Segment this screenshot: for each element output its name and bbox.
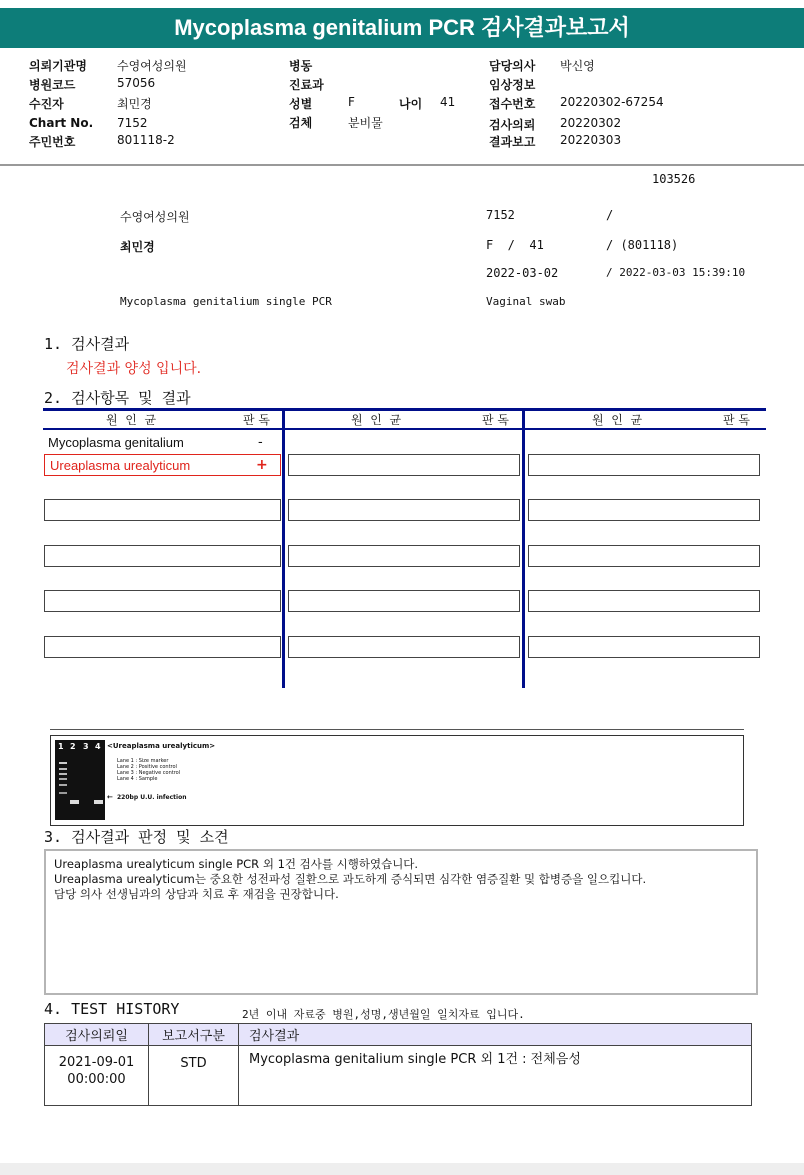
- header-label: 병원코드: [29, 78, 76, 92]
- header-value: 수영여성의원: [117, 59, 187, 73]
- marker-band: [59, 792, 67, 794]
- history-note: 2년 이내 자료중 병원,성명,생년월일 일치자료 입니다.: [242, 1008, 525, 1021]
- gel-legend: [117, 758, 180, 782]
- section-4-title: 4. TEST HISTORY: [44, 1000, 180, 1018]
- column-divider: [522, 408, 525, 688]
- gel-electrophoresis-figure: [50, 735, 744, 826]
- gel-top-rule: [50, 729, 744, 730]
- result-cell: [288, 636, 520, 658]
- gel-image: [55, 740, 105, 820]
- header-label: 담당의사: [489, 59, 536, 73]
- column-header: 보고서구분: [149, 1024, 239, 1046]
- gel-legend-item: Lane 3 : Negative control: [117, 770, 181, 776]
- result-cell: [44, 499, 281, 521]
- header-label: 나이: [399, 97, 423, 111]
- header-label: 검체: [289, 116, 313, 130]
- request-date: 2022-03-02: [486, 266, 559, 280]
- result-cell: [44, 545, 281, 567]
- result-cell: [288, 499, 520, 521]
- header-value: 801118-2: [117, 133, 175, 147]
- history-result: Mycoplasma genitalium single PCR 외 1건 : 전체음성: [239, 1046, 752, 1106]
- marker-band: [59, 768, 67, 770]
- birth-date: / (801118): [606, 238, 679, 252]
- header-value: 20220303: [560, 133, 622, 147]
- lane-number: 3: [83, 742, 89, 751]
- header-value: 박신영: [560, 59, 595, 73]
- header-value: 7152: [117, 116, 148, 130]
- gel-legend-item: Lane 4 : Sample: [117, 776, 158, 782]
- header-divider: [0, 164, 804, 166]
- column-header-organism: 원 인 균: [106, 413, 157, 427]
- result-cell: [528, 454, 760, 476]
- result-cell: [288, 545, 520, 567]
- header-label: 수진자: [29, 97, 64, 111]
- organism-result: +: [256, 457, 268, 473]
- specimen-type: Vaginal swab: [486, 295, 566, 308]
- header-label: 성별: [289, 97, 313, 111]
- marker-band: [59, 773, 67, 775]
- footer-bar: [0, 1163, 804, 1175]
- header-value: 분비물: [348, 116, 383, 130]
- organism-result: -: [258, 435, 263, 450]
- positive-band: [70, 800, 79, 804]
- column-header: 검사결과: [239, 1024, 752, 1046]
- result-cell: [528, 545, 760, 567]
- lane-number: 4: [95, 742, 101, 751]
- test-name: Mycoplasma genitalium single PCR: [120, 295, 332, 308]
- section-2-title: 2. 검사항목 및 결과: [44, 389, 191, 407]
- header-label: 병동: [289, 59, 313, 73]
- opinion-line: Ureaplasma urealyticum single PCR 외 1건 검사를 시행하였습니다.: [54, 857, 419, 871]
- header-value: 20220302: [560, 116, 622, 130]
- gel-legend-item: Lane 2 : Positive control: [117, 764, 177, 770]
- result-statement: 검사결과 양성 입니다.: [66, 361, 202, 377]
- sex-age: F / 41: [486, 238, 544, 252]
- column-header-judgement: 판 독: [723, 413, 750, 427]
- opinion-line: 담당 의사 선생님과의 상담과 치료 후 재검을 권장합니다.: [54, 887, 339, 901]
- table-row: [45, 1046, 752, 1106]
- section-3-title: 3. 검사결과 판정 및 소견: [44, 828, 229, 846]
- lane-number: 1: [58, 742, 64, 751]
- marker-band: [59, 762, 67, 764]
- band-arrow: ←: [107, 793, 113, 801]
- report-title: Mycoplasma genitalium PCR 검사결과보고서: [0, 8, 804, 48]
- document-number: 103526: [652, 172, 696, 186]
- table-header-line: [43, 428, 766, 430]
- result-cell: [528, 636, 760, 658]
- header-label: Chart No.: [29, 116, 94, 130]
- header-label: 진료과: [289, 78, 324, 92]
- header-value: 57056: [117, 76, 156, 90]
- marker-band: [59, 784, 67, 786]
- marker-band: [59, 778, 67, 780]
- clinic-name: 수영여성의원: [120, 210, 190, 224]
- header-label: 결과보고: [489, 135, 536, 149]
- result-cell: [528, 590, 760, 612]
- header-label: 임상정보: [489, 78, 536, 92]
- header-value: 41: [440, 95, 456, 109]
- gel-title: <Ureaplasma urealyticum>: [107, 742, 216, 750]
- header-value: 최민경: [117, 97, 152, 111]
- header-label: 의뢰기관명: [29, 59, 87, 73]
- opinion-box: [44, 849, 758, 995]
- separator: /: [606, 208, 614, 222]
- header-value: F: [348, 95, 355, 109]
- report-datetime: / 2022-03-03 15:39:10: [606, 266, 746, 279]
- sample-band: [94, 800, 103, 804]
- column-header-judgement: 판 독: [243, 413, 270, 427]
- result-cell: [288, 590, 520, 612]
- result-cell: [288, 454, 520, 476]
- header-value: 20220302-67254: [560, 95, 664, 109]
- column-header-judgement: 판 독: [482, 413, 509, 427]
- patient-name: 최민경: [120, 240, 155, 254]
- result-cell: [528, 499, 760, 521]
- lane-number: 2: [70, 742, 76, 751]
- column-header-organism: 원 인 균: [592, 413, 643, 427]
- header-label: 접수번호: [489, 97, 536, 111]
- opinion-line: Ureaplasma urealyticum는 중요한 성전파성 질환으로 과도하게 증식되면 심각한 염증질환 및 합병증을 일으킵니다.: [54, 872, 647, 886]
- band-label: 220bp U.U. infection: [117, 794, 187, 801]
- result-cell: [44, 636, 281, 658]
- section-1-title: 1. 검사결과: [44, 335, 130, 353]
- chart-number: 7152: [486, 208, 515, 222]
- history-time: 00:00:00: [67, 1072, 126, 1087]
- organism-name: Ureaplasma urealyticum: [50, 458, 191, 473]
- column-header-organism: 원 인 균: [351, 413, 402, 427]
- table-header-row: [45, 1024, 752, 1046]
- column-header: 검사의뢰일: [45, 1024, 149, 1046]
- history-date: 2021-09-01: [58, 1055, 135, 1070]
- header-label: 검사의뢰: [489, 118, 536, 132]
- history-date-cell: [45, 1046, 149, 1106]
- history-table: [44, 1023, 752, 1106]
- header-label: 주민번호: [29, 135, 76, 149]
- result-cell: [44, 590, 281, 612]
- organism-name: Mycoplasma genitalium: [48, 435, 184, 450]
- history-type: STD: [149, 1046, 239, 1106]
- column-divider: [282, 408, 285, 688]
- gel-legend-item: Lane 1 : Size marker: [117, 758, 169, 764]
